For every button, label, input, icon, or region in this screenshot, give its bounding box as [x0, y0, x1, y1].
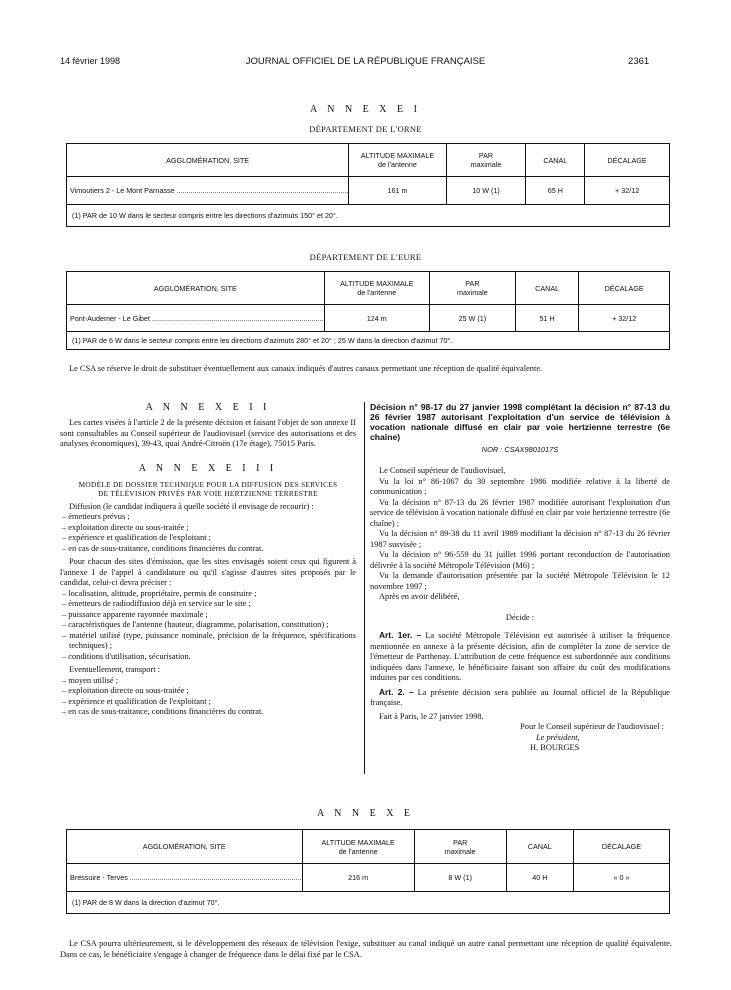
col-altitude: ALTITUDE MAXIMALE de l'antenne: [349, 144, 446, 177]
cell-altitude: 124 m: [324, 305, 429, 332]
table-footnote: (1) PAR de 6 W dans le secteur compris entre les directions d'azimuts 280° et 20° ; 25 W dans la direction d'azimut 70°.: [67, 332, 670, 350]
annexe1-title: A N N E X E I: [310, 104, 421, 115]
dept-eure-heading: DÉPARTEMENT DE L'EURE: [309, 252, 422, 262]
cell-site: Pont-Audemer - Le Gibet .....: [67, 305, 325, 332]
list-item: – caractéristiques de l'antenne (hauteur, diagramme, polarisation, constitution) ;: [62, 620, 329, 629]
para-vu-demande: Vu la demande d'autorisation présentée par la société Métropole Télévision le 12 novembre 1997 ;: [370, 571, 670, 591]
nor-reference: NOR : CSAX9801017S: [481, 445, 559, 454]
col-par: PAR maximale: [446, 144, 526, 177]
cell-canal: 51 H: [515, 305, 578, 332]
col-par: PAR maximale: [429, 272, 515, 305]
para-vu-decision-8938: Vu la décision n° 89-38 du 11 avril 1989 modifiant la décision n° 87-13 du 26 février 1987 susvisée ;: [370, 529, 670, 549]
list-item: – émetteurs de radiodiffusion déjà en service sur le site ;: [62, 599, 251, 608]
header-date: 14 février 1998: [60, 56, 121, 66]
para-conseil: Le Conseil supérieur de l'audiovisuel,: [379, 466, 506, 475]
annexe3-title: A N N E X E I I I: [138, 462, 278, 474]
col-decalage: DÉCALAGE: [579, 272, 670, 305]
cell-canal: 40 H: [506, 864, 573, 892]
page-number: 2361: [628, 56, 650, 67]
csa-note-final: Le CSA pourra ultérieurement, si le développement des réseaux de télévision l'exige, substituer au canal indiqué un autre canal permettant une réception de qualité équivalente. Dans ce cas, le bénéficiaire s'engage à changer de fréquence dans le délai fixé par le CSA.: [60, 939, 672, 959]
cell-altitude: 216 m: [302, 864, 414, 892]
signature-title: Le président,: [536, 732, 580, 742]
cell-decalage: « 0 »: [574, 864, 670, 892]
col-decalage: DÉCALAGE: [585, 144, 670, 177]
col-site: AGGLOMÉRATION, SITE: [67, 830, 303, 864]
cell-site: Vimoutiers 2 - Le Mont Parnasse .....: [67, 177, 349, 205]
col-canal: CANAL: [515, 272, 578, 305]
col-canal: CANAL: [526, 144, 585, 177]
transport-intro: Eventuellement, transport :: [69, 665, 160, 674]
column-divider: [364, 402, 365, 774]
col-altitude: ALTITUDE MAXIMALE de l'antenne: [324, 272, 429, 305]
cell-par: 10 W (1): [446, 177, 526, 205]
sites-intro: Pour chacun des sites d'émission, que les sites envisagés soient ceux qui figurent à l'annexe I de l'appel à candidature ou qu'il s'agisse d'autres sites proposés par le candidat, celui-ci devra préciser :: [60, 557, 356, 587]
cell-canal: 65 H: [526, 177, 585, 205]
col-site: AGGLOMÉRATION, SITE: [67, 272, 325, 305]
list-item: – exploitation directe ou sous-traitée ;: [62, 522, 189, 532]
table-row: [67, 305, 670, 332]
col-canal: CANAL: [506, 830, 573, 864]
col-site: AGGLOMÉRATION, SITE: [67, 144, 349, 177]
decision-title: Décision n° 98-17 du 27 janvier 1998 complétant la décision n° 87-13 du 26 février 1987 autorisant l'exploitation d'un service de télévision à vocation nationale diffusé en clair par voie hertzienne terrestre (6e chaîne): [370, 402, 670, 442]
list-item: – exploitation directe ou sous-traitée ;: [62, 686, 189, 695]
list-item: – en cas de sous-traitance, conditions financières du contrat.: [62, 707, 264, 716]
signature-for: Pour le Conseil supérieur de l'audiovisuel :: [520, 722, 664, 731]
csa-note-annexe1: Le CSA se réserve le droit de substituer éventuellement aux canaux indiqués d'autres canaux permettant une réception de qualité équivalente.: [69, 364, 543, 373]
list-item: – émetteurs prévus ;: [62, 512, 130, 521]
fait-a-paris: Fait à Paris, le 27 janvier 1998.: [379, 711, 484, 721]
bressuire-table: [66, 829, 670, 914]
table-row: [67, 177, 670, 205]
annexe2-text: Les cartes visées à l'article 2 de la présente décision et faisant l'objet de son annexe II sont consultables au Conseil supérieur de l'audiovisuel (service des autorisations et des analyses économiques), 39-43, quai André-Citroën (17e étage), 75015 Paris.: [60, 418, 356, 448]
cell-site: Bressuire - Terves .....: [67, 864, 303, 892]
eure-table: [66, 271, 670, 350]
col-altitude: ALTITUDE MAXIMALE de l'antenne: [302, 830, 414, 864]
col-par: PAR maximale: [414, 830, 506, 864]
article-1: Art. 1er. – La société Métropole Télévision est autorisée à utiliser la fréquence mentionnée en annexe à la présente décision, afin de compléter la zone de service de l'émetteur de Parthenay. L'attribution de cette fréquence est subordonnée aux conditions indiquées dans l'annexe, le bénéficiaire faisant son affaire du coût des modifications induites par ces conditions.: [370, 630, 670, 682]
table-footnote: (1) PAR de 10 W dans le secteur compris entre les directions d'azimuts 150° et 20°.: [67, 205, 670, 227]
para-vu-decision-8713: Vu la décision n° 87-13 du 26 février 1987 modifiée autorisant l'exploitation d'un service de télévision à vocation nationale diffusé en clair par voie hertzienne terrestre (6e chaîne) ;: [370, 497, 670, 528]
list-item: – localisation, altitude, propriétaire, permis de construire ;: [62, 588, 257, 598]
para-delibere: Après en avoir délibéré,: [379, 592, 460, 601]
table-footnote: (1) PAR de 8 W dans la direction d'azimut 70°.: [67, 892, 670, 914]
orne-table: [66, 143, 670, 227]
list-item: – puissance apparente rayonnée maximale ;: [62, 609, 208, 619]
list-item: – matériel utilisé (type, puissance nominale, précision de la fréquence, spécifications techniques) ;: [62, 630, 356, 650]
dept-orne-heading: DÉPARTEMENT DE L'ORNE: [309, 124, 422, 134]
annexe-final-title: A N N E X E: [316, 808, 415, 819]
journal-title: JOURNAL OFFICIEL DE LA RÉPUBLIQUE FRANÇAISE: [245, 56, 486, 67]
list-item: – expérience et qualification de l'exploitant ;: [62, 696, 211, 706]
right-column: [370, 402, 670, 754]
left-column: [60, 402, 356, 718]
diffusion-intro: Diffusion (le candidat indiquera à quelle société il envisage de recourir) :: [69, 501, 314, 511]
table-row: [67, 864, 670, 892]
para-vu-decision-96559: Vu la décision n° 96-559 du 31 juillet 1996 portant reconduction de l'autorisation délivrée à la société Métropole Télévision (M6) ;: [370, 550, 670, 570]
cell-decalage: + 32/12: [579, 305, 670, 332]
para-vu-loi: Vu la loi n° 86-1067 du 30 septembre 1986 modifiée relative à la liberté de communication ;: [370, 476, 670, 496]
col-decalage: DÉCALAGE: [574, 830, 670, 864]
decide-heading: Décide :: [505, 612, 535, 622]
cell-par: 8 W (1): [414, 864, 506, 892]
signature-name: H. BOURGES: [530, 743, 580, 752]
annexe3-subtitle: MODÈLE DE DOSSIER TECHNIQUE POUR LA DIFFUSION DES SERVICES DE TÉLÉVISION PRIVÉS PAR VOIE HERTZIENNE TERRESTRE: [78, 479, 338, 498]
cell-par: 25 W (1): [429, 305, 515, 332]
annexe2-title: A N N E X E I I: [145, 402, 271, 413]
list-item: – expérience et qualification de l'exploitant ;: [62, 533, 211, 542]
cell-decalage: + 32/12: [585, 177, 670, 205]
list-item: – moyen utilisé ;: [62, 675, 119, 685]
list-item: – conditions d'utilisation, sécurisation.: [62, 651, 191, 661]
cell-altitude: 161 m: [349, 177, 446, 205]
list-item: – en cas de sous-traitance, conditions financières du contrat.: [62, 543, 264, 553]
article-2: Art. 2. – La présente décision sera publiée au Journal officiel de la République française.: [370, 686, 670, 707]
